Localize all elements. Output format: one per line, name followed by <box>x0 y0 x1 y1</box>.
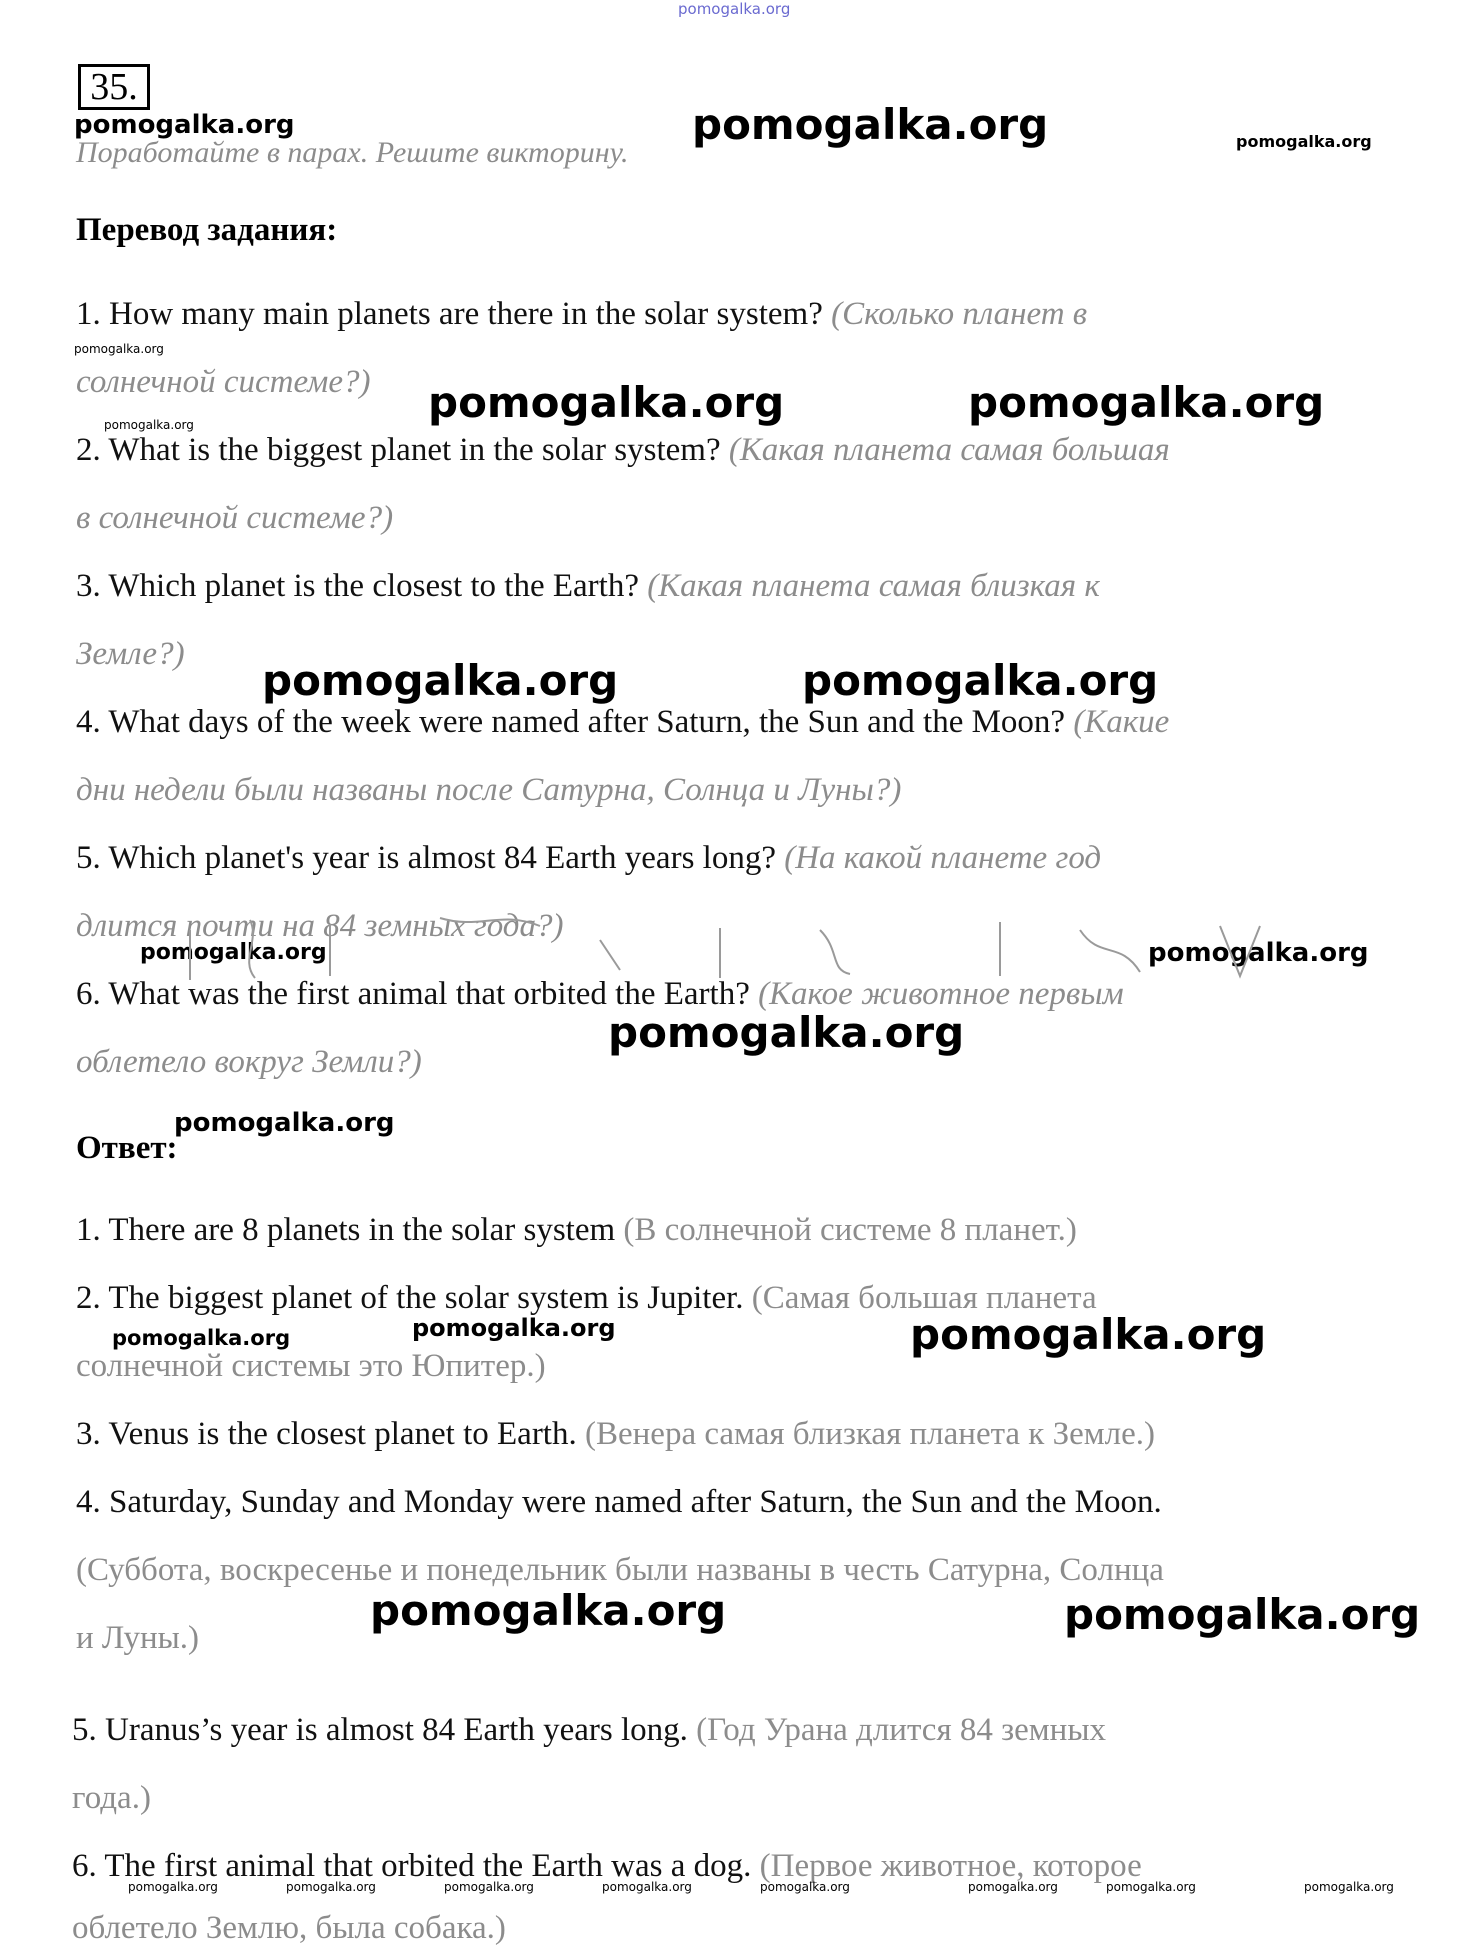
watermark: pomogalka.org <box>112 1326 291 1350</box>
watermark: pomogalka.org <box>104 418 194 432</box>
watermark: pomogalka.org <box>802 656 1159 705</box>
answer-2-en: 2. The biggest planet of the solar system is Jupiter. <box>76 1280 744 1316</box>
answer-1 <box>76 1212 1077 1249</box>
watermark: pomogalka.org <box>910 1310 1267 1359</box>
answer-5-en: 5. Uranus’s year is almost 84 Earth years long. <box>72 1712 688 1748</box>
answer-4-en: 4. Saturday, Sunday and Monday were named after Saturn, the Sun and the Moon. <box>76 1484 1162 1520</box>
watermark: pomogalka.org <box>760 1880 850 1894</box>
question-4-ru: (Какие <box>1073 704 1170 740</box>
watermark: pomogalka.org <box>428 378 785 427</box>
answer-3-en: 3. Venus is the closest planet to Earth. <box>76 1416 577 1452</box>
watermark: pomogalka.org <box>1236 132 1372 151</box>
question-5-ru: (На какой планете год <box>784 840 1102 876</box>
question-5-ru-cont: длится почти на 84 земных года?) <box>76 908 564 944</box>
answer-6-en: 6. The first animal that orbited the Earth was a dog. <box>72 1848 752 1884</box>
question-3-ru: (Какая планета самая близкая к <box>647 568 1100 604</box>
watermark: pomogalka.org <box>74 110 295 140</box>
watermark: pomogalka.org <box>444 1880 534 1894</box>
question-2-en: 2. What is the biggest planet in the solar system? <box>76 432 721 468</box>
watermark: pomogalka.org <box>608 1008 965 1057</box>
question-2-ru-cont: в солнечной системе?) <box>76 500 394 536</box>
answer-3 <box>76 1416 1155 1453</box>
watermark-top: pomogalka.org <box>678 0 791 18</box>
answer-4-ru-cont: и Луны.) <box>76 1620 200 1656</box>
question-1-en: 1. How many main planets are there in the solar system? <box>76 296 823 332</box>
answer-6-ru-cont: облетело Землю, была собака.) <box>72 1910 506 1946</box>
question-5 <box>76 840 1101 877</box>
watermark: pomogalka.org <box>1304 1880 1394 1894</box>
question-2-ru: (Какая планета самая большая <box>728 432 1170 468</box>
watermark: pomogalka.org <box>128 1880 218 1894</box>
watermark: pomogalka.org <box>262 656 619 705</box>
watermark: pomogalka.org <box>286 1880 376 1894</box>
question-1 <box>76 296 1087 333</box>
watermark: pomogalka.org <box>1106 1880 1196 1894</box>
instruction-text: Поработайте в парах. Решите викторину. <box>76 136 629 169</box>
question-6 <box>76 976 1124 1013</box>
question-6-en: 6. What was the first animal that orbited the Earth? <box>76 976 750 1012</box>
answer-5 <box>72 1712 1106 1749</box>
answer-1-en: 1. There are 8 planets in the solar system <box>76 1212 616 1248</box>
question-3-ru-cont: Земле?) <box>76 636 185 672</box>
answer-4-ru: (Суббота, воскресенье и понедельник были названы в честь Сатурна, Солнца <box>76 1552 1164 1588</box>
watermark: pomogalka.org <box>968 378 1325 427</box>
question-6-ru: (Какое животное первым <box>758 976 1124 1012</box>
question-1-ru-cont: солнечной системе?) <box>76 364 371 400</box>
answer-2-ru: (Самая большая планета <box>751 1280 1097 1316</box>
pencil-scribble-marks <box>180 900 1300 980</box>
answer-3-ru: (Венера самая близкая планета к Земле.) <box>584 1416 1156 1452</box>
watermark: pomogalka.org <box>602 1880 692 1894</box>
watermark: pomogalka.org <box>1064 1590 1421 1639</box>
watermark: pomogalka.org <box>370 1586 727 1635</box>
question-4-ru-cont: дни недели были названы после Сатурна, Солнца и Луны?) <box>76 772 902 808</box>
translation-heading: Перевод задания: <box>76 212 338 248</box>
question-3 <box>76 568 1100 605</box>
question-6-ru-cont: облетело вокруг Земли?) <box>76 1044 422 1080</box>
answer-heading: Ответ: <box>76 1130 178 1166</box>
answer-5-ru: (Год Урана длится 84 земных <box>696 1712 1107 1748</box>
watermark: pomogalka.org <box>968 1880 1058 1894</box>
answer-6-ru: (Первое животное, которое <box>759 1848 1142 1884</box>
question-3-en: 3. Which planet is the closest to the Earth? <box>76 568 639 604</box>
question-1-ru: (Сколько планет в <box>831 296 1088 332</box>
watermark: pomogalka.org <box>74 342 164 356</box>
watermark: pomogalka.org <box>412 1314 616 1342</box>
watermark: pomogalka.org <box>1148 938 1369 968</box>
watermark: pomogalka.org <box>692 100 1049 149</box>
watermark: pomogalka.org <box>140 940 327 965</box>
question-4 <box>76 704 1169 741</box>
question-5-en: 5. Which planet's year is almost 84 Earth years long? <box>76 840 776 876</box>
question-2 <box>76 432 1170 469</box>
answer-5-ru-cont: года.) <box>72 1780 151 1816</box>
watermark: pomogalka.org <box>174 1108 395 1138</box>
answer-1-ru: (В солнечной системе 8 планет.) <box>623 1212 1077 1248</box>
question-4-en: 4. What days of the week were named after Saturn, the Sun and the Moon? <box>76 704 1066 740</box>
answer-2-ru-cont: солнечной системы это Юпитер.) <box>76 1348 546 1384</box>
task-number: 35. <box>78 64 150 110</box>
